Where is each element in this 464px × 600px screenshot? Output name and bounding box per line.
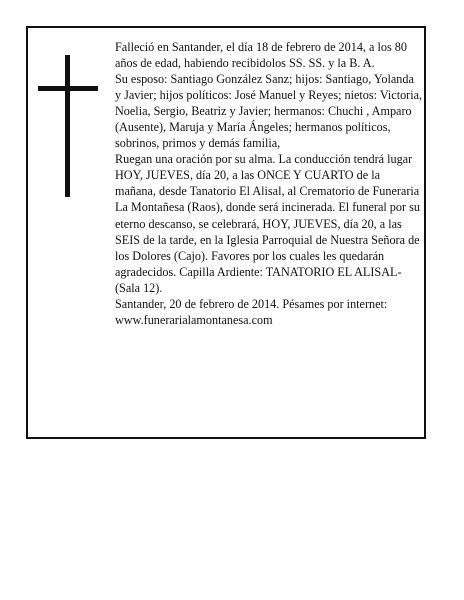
obituary-notice bbox=[26, 26, 426, 439]
death-announcement: Falleció en Santander, el día 18 de febrero de 2014, a los 80 años de edad, habiendo recibidolos SS. SS. y la B. A. bbox=[115, 40, 407, 71]
notice-text bbox=[115, 39, 423, 328]
family-list: Su esposo: Santiago González Sanz; hijos: Santiago, Yolanda y Javier; hijos políticos: José Manuel y Reyes; nietos: Victoria, Noelia, Sergio, Beatriz y Javier; hermanos: Chuchi , Amparo (Ausente), Maruja y María Ángeles; hermanos políticos, sobrinos, primos y demás familia, bbox=[115, 72, 423, 151]
latin-cross-icon bbox=[38, 55, 98, 197]
funeral-details: Ruegan una oración por su alma. La conducción tendrá lugar HOY, JUEVES, día 20, a las ONCE Y CUARTO de la mañana, desde Tanatorio El Alisal, al Crematorio de Funeraria La Montañesa (Raos), donde será incinerada. El funeral por su eterno descanso, se celebrará, HOY, JUEVES, día 20, a las SEIS de la tarde, en la Iglesia Parroquial de Nuestra Señora de los Dolores (Cajo). Favores por los cuales les quedarán agradecidos. Capilla Ardiente: TANATORIO EL ALISAL-(Sala 12). bbox=[115, 152, 420, 295]
date-and-website: Santander, 20 de febrero de 2014. Pésames por internet: www.funerarialamontanesa.com bbox=[115, 296, 388, 327]
cross-vertical-bar bbox=[65, 55, 70, 197]
cross-horizontal-bar bbox=[38, 86, 98, 91]
